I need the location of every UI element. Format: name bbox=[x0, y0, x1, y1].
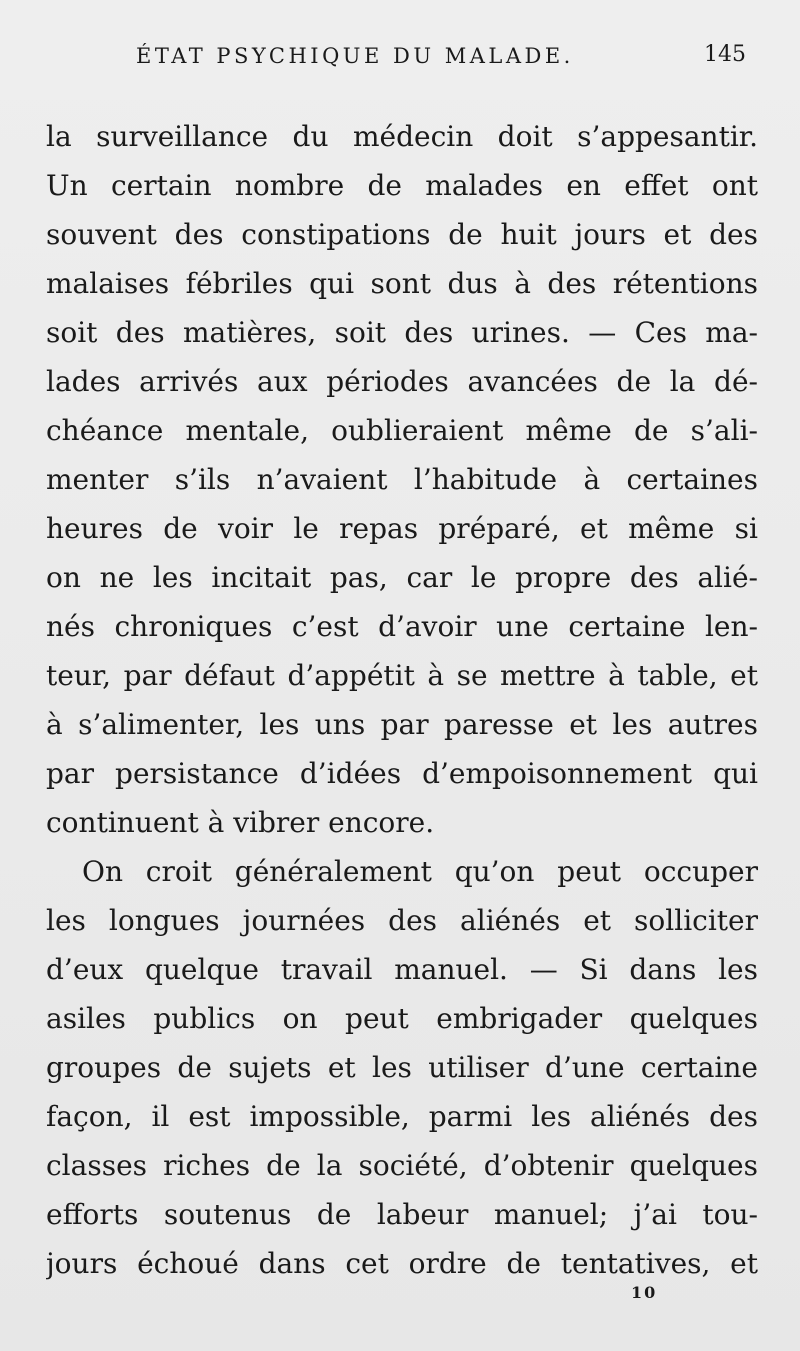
running-header bbox=[0, 38, 800, 78]
text-line: jours échoué dans cet ordre de tentatives, et bbox=[46, 1247, 758, 1280]
page-number: 145 bbox=[704, 42, 746, 67]
text-line: la surveillance du médecin doit s’appesantir. bbox=[46, 120, 758, 153]
text-line: efforts soutenus de labeur manuel; j’ai tou- bbox=[46, 1198, 758, 1231]
text-line: lades arrivés aux périodes avancées de la dé- bbox=[46, 365, 758, 398]
text-line: d’eux quelque travail manuel. — Si dans les bbox=[46, 953, 758, 986]
text-line: asiles publics on peut embrigader quelques bbox=[46, 1002, 758, 1035]
text-line: façon, il est impossible, parmi les aliénés des bbox=[46, 1100, 758, 1133]
paragraph-start-line: On croit généralement qu’on peut occuper bbox=[82, 855, 758, 888]
text-line: menter s’ils n’avaient l’habitude à certaines bbox=[46, 463, 758, 496]
text-line: Un certain nombre de malades en effet ont bbox=[46, 169, 758, 202]
text-line: heures de voir le repas préparé, et même si bbox=[46, 512, 758, 545]
text-line: on ne les incitait pas, car le propre des alié- bbox=[46, 561, 758, 594]
text-line: teur, par défaut d’appétit à se mettre à table, et bbox=[46, 659, 758, 692]
text-line: par persistance d’idées d’empoisonnement qui bbox=[46, 757, 758, 790]
signature-mark: 10 bbox=[631, 1283, 658, 1302]
text-line: malaises fébriles qui sont dus à des rétentions bbox=[46, 267, 758, 300]
text-line: classes riches de la société, d’obtenir quelques bbox=[46, 1149, 758, 1182]
body-text bbox=[46, 112, 758, 1288]
text-line: les longues journées des aliénés et solliciter bbox=[46, 904, 758, 937]
text-line: souvent des constipations de huit jours et des bbox=[46, 218, 758, 251]
text-line: à s’alimenter, les uns par paresse et les autres bbox=[46, 708, 758, 741]
text-line: groupes de sujets et les utiliser d’une certaine bbox=[46, 1051, 758, 1084]
paragraph-end-line: continuent à vibrer encore. bbox=[46, 806, 435, 839]
text-line: soit des matières, soit des urines. — Ces ma- bbox=[46, 316, 758, 349]
text-line: chéance mentale, oublieraient même de s’ali- bbox=[46, 414, 758, 447]
text-line: nés chroniques c’est d’avoir une certaine len- bbox=[46, 610, 758, 643]
running-title: ÉTAT PSYCHIQUE DU MALADE. bbox=[136, 44, 574, 68]
